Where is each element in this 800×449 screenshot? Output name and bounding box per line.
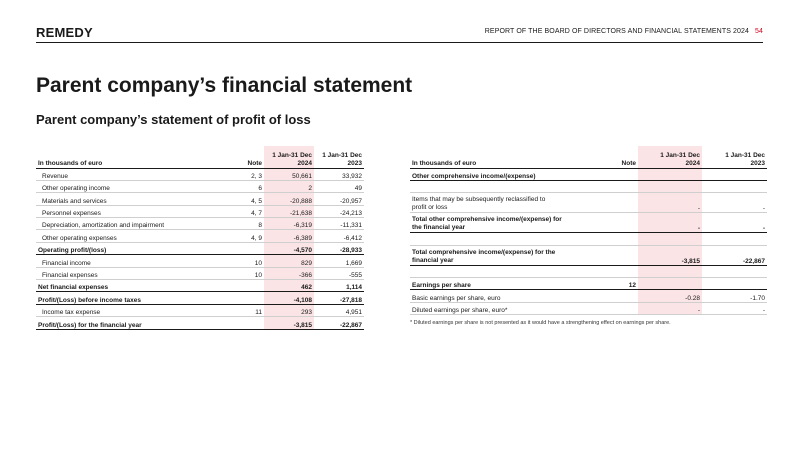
table-row	[410, 168, 767, 180]
row-label: Net financial expenses	[36, 280, 236, 292]
table-row	[36, 193, 364, 205]
row-value-2024: 2	[264, 180, 314, 192]
table-row	[410, 278, 767, 290]
row-note	[610, 168, 638, 180]
row-value-2023: 4,951	[314, 304, 364, 316]
row-label: Total comprehensive income/(expense) for the financial year	[410, 245, 610, 265]
row-value-2024: -	[638, 193, 702, 213]
row-label: Operating profit/(loss)	[36, 242, 236, 254]
table-row	[410, 193, 767, 213]
row-label: Basic earnings per share, euro	[410, 290, 610, 302]
row-label: Other operating income	[36, 180, 236, 192]
row-note	[610, 180, 638, 192]
row-value-2023: -27,818	[314, 292, 364, 304]
row-label: Financial income	[36, 255, 236, 267]
row-value-2023: -	[702, 213, 767, 233]
row-value-2024	[638, 180, 702, 192]
row-label: Earnings per share	[410, 278, 610, 290]
footnote: * Diluted earnings per share is not presented as it would have a strengthening effect on earnings per share.	[410, 320, 671, 326]
row-value-2024: -3,815	[638, 245, 702, 265]
header-2024: 1 Jan-31 Dec 2024	[638, 146, 702, 168]
row-note: 2, 3	[236, 168, 264, 180]
table-header-row	[410, 146, 767, 168]
table-row	[36, 255, 364, 267]
row-label: Other operating expenses	[36, 230, 236, 242]
row-value-2023: -	[702, 193, 767, 213]
row-note	[610, 265, 638, 277]
row-value-2024	[638, 265, 702, 277]
row-value-2024	[638, 278, 702, 290]
row-value-2023	[702, 168, 767, 180]
row-label: Total other comprehensive income/(expense) for the financial year	[410, 213, 610, 233]
row-value-2023: -11,331	[314, 218, 364, 230]
row-value-2023: -	[702, 302, 767, 314]
header-note: Note	[236, 146, 264, 168]
row-label: Items that may be subsequently reclassified to profit or loss	[410, 193, 610, 213]
row-label	[410, 233, 610, 245]
row-label: Profit/(Loss) for the financial year	[36, 317, 236, 329]
row-value-2023: -28,933	[314, 242, 364, 254]
table-row	[36, 292, 364, 304]
row-value-2023: 33,932	[314, 168, 364, 180]
table-row	[36, 267, 364, 279]
row-note: 4, 9	[236, 230, 264, 242]
page-header	[36, 20, 763, 43]
row-note: 6	[236, 180, 264, 192]
row-value-2024: -	[638, 213, 702, 233]
row-note: 11	[236, 304, 264, 316]
table-row	[410, 302, 767, 314]
row-note	[610, 193, 638, 213]
row-note: 4, 7	[236, 205, 264, 217]
row-note	[236, 280, 264, 292]
row-value-2023	[702, 278, 767, 290]
row-note	[610, 290, 638, 302]
row-value-2024: 50,661	[264, 168, 314, 180]
table-row	[410, 265, 767, 277]
row-value-2024: 462	[264, 280, 314, 292]
row-value-2023: 1,669	[314, 255, 364, 267]
table-row	[36, 304, 364, 316]
table-header-row	[36, 146, 364, 168]
header-label: In thousands of euro	[36, 146, 236, 168]
header-label: In thousands of euro	[410, 146, 610, 168]
row-value-2024: -20,888	[264, 193, 314, 205]
row-note: 4, 5	[236, 193, 264, 205]
remedy-logo: REMEDY	[36, 25, 93, 40]
row-value-2023: -22,867	[702, 245, 767, 265]
row-note	[236, 292, 264, 304]
row-value-2023: -6,412	[314, 230, 364, 242]
profit-loss-table	[36, 146, 364, 330]
row-value-2024: -0.28	[638, 290, 702, 302]
row-note: 10	[236, 255, 264, 267]
row-label: Materials and services	[36, 193, 236, 205]
table-row	[36, 280, 364, 292]
row-value-2024: -21,638	[264, 205, 314, 217]
row-label	[410, 180, 610, 192]
row-note: 8	[236, 218, 264, 230]
header-2023: 1 Jan-31 Dec 2023	[702, 146, 767, 168]
row-note	[236, 317, 264, 329]
table-row	[36, 230, 364, 242]
row-label: Diluted earnings per share, euro*	[410, 302, 610, 314]
row-value-2023: -1.70	[702, 290, 767, 302]
row-value-2024: -366	[264, 267, 314, 279]
table-row	[36, 317, 364, 329]
header-2023: 1 Jan-31 Dec 2023	[314, 146, 364, 168]
row-value-2024: -	[638, 302, 702, 314]
row-value-2023: 1,114	[314, 280, 364, 292]
row-note	[610, 213, 638, 233]
row-value-2023	[702, 265, 767, 277]
report-title	[485, 28, 763, 35]
table-row	[36, 205, 364, 217]
row-note	[610, 302, 638, 314]
row-note: 10	[236, 267, 264, 279]
table-row	[410, 245, 767, 265]
row-value-2024	[638, 233, 702, 245]
row-value-2024	[638, 168, 702, 180]
row-value-2023: -20,957	[314, 193, 364, 205]
row-note: 12	[610, 278, 638, 290]
row-value-2023: 49	[314, 180, 364, 192]
page-number: 54	[755, 28, 763, 35]
report-title-text: REPORT OF THE BOARD OF DIRECTORS AND FINANCIAL STATEMENTS 2024	[484, 28, 749, 35]
row-value-2024: -3,815	[264, 317, 314, 329]
table-row	[36, 168, 364, 180]
row-value-2024: -4,570	[264, 242, 314, 254]
row-note	[610, 233, 638, 245]
row-label: Personnel expenses	[36, 205, 236, 217]
page-title: Parent company’s financial statement	[36, 74, 413, 97]
table-row	[36, 218, 364, 230]
row-note	[610, 245, 638, 265]
row-value-2024: 293	[264, 304, 314, 316]
row-label: Profit/(Loss) before income taxes	[36, 292, 236, 304]
row-label: Revenue	[36, 168, 236, 180]
table-row	[410, 290, 767, 302]
row-value-2024: 829	[264, 255, 314, 267]
row-value-2024: -6,389	[264, 230, 314, 242]
table-row	[36, 180, 364, 192]
table-row	[410, 233, 767, 245]
row-label: Depreciation, amortization and impairment	[36, 218, 236, 230]
row-value-2023	[702, 180, 767, 192]
section-title: Parent company’s statement of profit of loss	[36, 112, 311, 127]
row-label	[410, 265, 610, 277]
table-row	[36, 242, 364, 254]
table-row	[410, 213, 767, 233]
row-value-2023: -24,213	[314, 205, 364, 217]
row-label: Financial expenses	[36, 267, 236, 279]
row-value-2024: -6,319	[264, 218, 314, 230]
row-value-2024: -4,108	[264, 292, 314, 304]
header-2024: 1 Jan-31 Dec 2024	[264, 146, 314, 168]
table-row	[410, 180, 767, 192]
row-note	[236, 242, 264, 254]
row-value-2023: -22,867	[314, 317, 364, 329]
header-note: Note	[610, 146, 638, 168]
comprehensive-income-table	[410, 146, 767, 315]
row-label: Other comprehensive income/(expense)	[410, 168, 610, 180]
row-value-2023	[702, 233, 767, 245]
row-value-2023: -555	[314, 267, 364, 279]
row-label: Income tax expense	[36, 304, 236, 316]
